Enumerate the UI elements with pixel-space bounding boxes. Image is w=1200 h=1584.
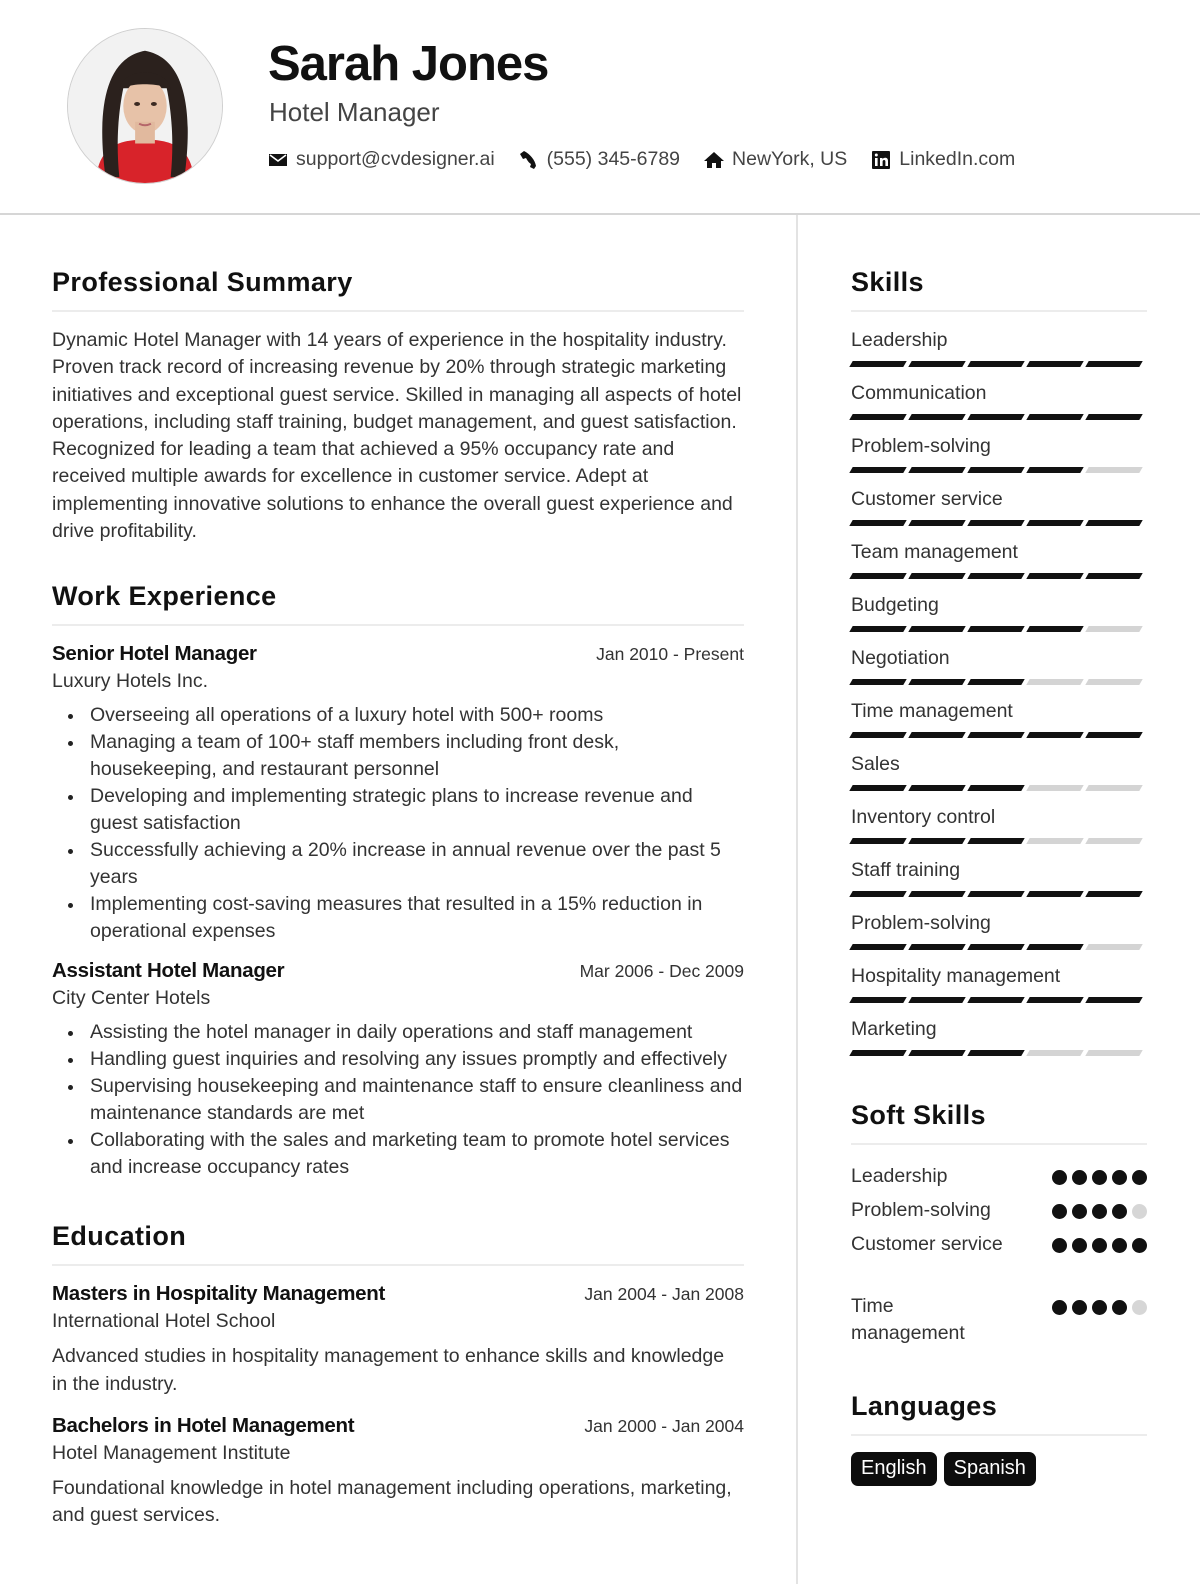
skill-level-segment <box>908 838 965 844</box>
skill-item <box>851 805 1147 844</box>
summary-text: Dynamic Hotel Manager with 14 years of experience in the hospitality industry. Proven track record of increasing revenue by 20% through strategic marketing initiatives and exceptional guest service. Skilled in managing all aspects of hotel operations, including staff training, budget management, and guest satisfaction. Recognized for leading a team that achieved a 95% occupancy rate and received multiple awards for excellence in customer service. Adept at implementing innovative solutions to enhance the overall guest experience and drive profitability. <box>52 329 742 543</box>
skill-name: Inventory control <box>851 806 996 828</box>
skill-level-segment <box>1026 467 1083 473</box>
skill-item <box>851 540 1147 579</box>
skill-level-segment <box>849 626 906 632</box>
skill-level-segment <box>967 838 1024 844</box>
skill-name: Hospitality management <box>851 965 1061 987</box>
list-item: Implementing cost-saving measures that resulted in a 15% reduction in operational expenses <box>52 891 744 945</box>
rating-dot-icon <box>1072 1170 1087 1185</box>
skill-level-segment <box>908 732 965 738</box>
soft-skill-rating <box>1052 1300 1147 1315</box>
job-entry <box>52 959 744 1181</box>
soft-skill-rating <box>1052 1170 1147 1185</box>
skill-level-bar <box>851 1050 1147 1056</box>
list-item: Handling guest inquiries and resolving any issues promptly and effectively <box>52 1046 744 1073</box>
skill-level-bar <box>851 679 1147 685</box>
work-experience-section <box>52 581 744 1181</box>
job-company: City Center Hotels <box>52 987 211 1010</box>
skill-level-bar <box>851 785 1147 791</box>
skill-level-segment <box>1085 573 1142 579</box>
skill-level-segment <box>849 467 906 473</box>
rating-dot-icon <box>1112 1238 1127 1253</box>
soft-skills-list <box>851 1163 1147 1347</box>
job-position: Assistant Hotel Manager <box>52 959 285 983</box>
skill-name: Team management <box>851 541 1018 563</box>
contact-phone[interactable] <box>519 148 680 171</box>
soft-skill-name: Time management <box>851 1295 965 1344</box>
side-column <box>851 215 1147 1486</box>
languages-section <box>851 1391 1147 1486</box>
job-entry <box>52 642 744 945</box>
professional-summary-section <box>52 267 744 545</box>
skill-level-segment <box>1085 891 1142 897</box>
education-description: Foundational knowledge in hotel management including operations, marketing, and guest services. <box>52 1476 732 1527</box>
skill-name: Problem-solving <box>851 435 991 457</box>
rating-dot-icon <box>1132 1204 1147 1219</box>
languages-list <box>851 1452 1147 1486</box>
skill-level-segment <box>1085 944 1142 950</box>
skill-level-segment <box>967 679 1024 685</box>
main-column <box>52 215 744 1530</box>
skill-level-segment <box>908 626 965 632</box>
skill-level-bar <box>851 626 1147 632</box>
skill-item <box>851 434 1147 473</box>
home-icon <box>704 150 724 170</box>
skill-level-segment <box>1026 626 1083 632</box>
skill-level-segment <box>849 944 906 950</box>
skill-name: Leadership <box>851 329 948 351</box>
skill-level-segment <box>849 891 906 897</box>
skill-level-segment <box>967 944 1024 950</box>
job-responsibilities <box>52 1019 744 1181</box>
skill-level-segment <box>1085 520 1142 526</box>
skill-name: Time management <box>851 700 1013 722</box>
job-responsibilities <box>52 702 744 945</box>
skill-level-segment <box>967 414 1024 420</box>
rating-dot-icon <box>1052 1238 1067 1253</box>
avatar <box>67 28 223 184</box>
language-badge: Spanish <box>944 1452 1036 1486</box>
skill-level-segment <box>1085 732 1142 738</box>
list-item: Collaborating with the sales and marketing team to promote hotel services and increase occupancy rates <box>52 1127 744 1181</box>
skill-level-segment <box>908 361 965 367</box>
list-item: Developing and implementing strategic plans to increase revenue and guest satisfaction <box>52 783 744 837</box>
skill-level-segment <box>1085 626 1142 632</box>
rating-dot-icon <box>1072 1204 1087 1219</box>
contact-info <box>268 148 1015 171</box>
skill-level-segment <box>967 732 1024 738</box>
skill-level-segment <box>1085 679 1142 685</box>
skill-level-segment <box>908 414 965 420</box>
job-dates: Mar 2006 - Dec 2009 <box>579 961 744 982</box>
rating-dot-icon <box>1072 1238 1087 1253</box>
rating-dot-icon <box>1052 1170 1067 1185</box>
skill-level-segment <box>849 838 906 844</box>
skill-item <box>851 1017 1147 1056</box>
skill-level-segment <box>1026 361 1083 367</box>
skill-level-segment <box>967 573 1024 579</box>
rating-dot-icon <box>1112 1300 1127 1315</box>
soft-skill-name: Customer service <box>851 1233 1003 1255</box>
skill-level-bar <box>851 573 1147 579</box>
education-entry <box>52 1282 744 1398</box>
soft-skill-name: Leadership <box>851 1165 948 1187</box>
section-heading: Education <box>52 1221 744 1266</box>
skill-level-segment <box>908 944 965 950</box>
rating-dot-icon <box>1072 1300 1087 1315</box>
section-heading: Work Experience <box>52 581 744 626</box>
skill-level-segment <box>1026 891 1083 897</box>
skill-item <box>851 911 1147 950</box>
skill-level-segment <box>908 891 965 897</box>
skill-level-segment <box>967 785 1024 791</box>
skill-name: Problem-solving <box>851 912 991 934</box>
skill-level-segment <box>849 414 906 420</box>
soft-skills-section <box>851 1100 1147 1347</box>
skill-item <box>851 858 1147 897</box>
skill-level-segment <box>1026 785 1083 791</box>
rating-dot-icon <box>1092 1238 1107 1253</box>
skill-level-segment <box>908 467 965 473</box>
rating-dot-icon <box>1092 1170 1107 1185</box>
education-section <box>52 1221 744 1529</box>
skill-level-segment <box>849 361 906 367</box>
contact-linkedin[interactable] <box>871 148 1015 171</box>
skill-level-segment <box>1026 732 1083 738</box>
skill-item <box>851 593 1147 632</box>
rating-dot-icon <box>1132 1300 1147 1315</box>
rating-dot-icon <box>1092 1300 1107 1315</box>
soft-skill-name: Problem-solving <box>851 1199 991 1221</box>
soft-skill-item <box>851 1231 1147 1265</box>
skill-level-segment <box>849 785 906 791</box>
contact-phone-text: (555) 345-6789 <box>546 148 681 170</box>
skill-level-segment <box>1085 785 1142 791</box>
skill-item <box>851 964 1147 1003</box>
school: International Hotel School <box>52 1310 276 1333</box>
rating-dot-icon <box>1052 1204 1067 1219</box>
rating-dot-icon <box>1052 1300 1067 1315</box>
rating-dot-icon <box>1132 1170 1147 1185</box>
skill-level-bar <box>851 997 1147 1003</box>
contact-location[interactable] <box>704 148 847 171</box>
skills-section <box>851 267 1147 1056</box>
job-title: Hotel Manager <box>269 97 440 127</box>
list-item: Successfully achieving a 20% increase in annual revenue over the past 5 years <box>52 837 744 891</box>
skill-name: Sales <box>851 753 900 775</box>
education-dates: Jan 2000 - Jan 2004 <box>584 1415 744 1436</box>
list-item: Overseeing all operations of a luxury hotel with 500+ rooms <box>52 702 744 729</box>
soft-skill-rating <box>1052 1204 1147 1219</box>
skill-level-segment <box>967 520 1024 526</box>
skill-level-segment <box>1026 679 1083 685</box>
skill-level-segment <box>967 997 1024 1003</box>
skill-item <box>851 752 1147 791</box>
skill-level-segment <box>849 1050 906 1056</box>
soft-skill-item <box>851 1293 1147 1347</box>
education-description: Advanced studies in hospitality management to enhance skills and knowledge in the industry. <box>52 1345 725 1395</box>
skill-level-segment <box>908 997 965 1003</box>
skill-level-segment <box>967 467 1024 473</box>
skill-level-bar <box>851 732 1147 738</box>
skill-level-bar <box>851 414 1147 420</box>
contact-email-text: support@cvdesigner.ai <box>296 148 495 170</box>
skill-name: Customer service <box>851 488 1003 510</box>
skill-level-bar <box>851 520 1147 526</box>
skill-level-segment <box>908 679 965 685</box>
skill-level-bar <box>851 838 1147 844</box>
education-entry <box>52 1414 744 1530</box>
skill-level-segment <box>1026 997 1083 1003</box>
skill-level-segment <box>1085 1050 1142 1056</box>
skill-level-segment <box>908 573 965 579</box>
section-heading: Professional Summary <box>52 267 744 312</box>
rating-dot-icon <box>1132 1238 1147 1253</box>
section-heading: Skills <box>851 267 1147 312</box>
envelope-icon <box>268 150 288 170</box>
skill-name: Staff training <box>851 859 961 881</box>
linkedin-icon <box>871 150 891 170</box>
list-item: Supervising housekeeping and maintenance staff to ensure cleanliness and maintenance standards are met <box>52 1073 744 1127</box>
skill-item <box>851 381 1147 420</box>
candidate-name: Sarah Jones <box>268 37 549 91</box>
skill-item <box>851 328 1147 367</box>
section-heading: Languages <box>851 1391 1147 1436</box>
skill-level-segment <box>967 626 1024 632</box>
skill-level-segment <box>1085 361 1142 367</box>
education-dates: Jan 2004 - Jan 2008 <box>584 1284 744 1305</box>
skill-level-segment <box>1085 838 1142 844</box>
contact-location-text: NewYork, US <box>732 148 848 170</box>
skill-level-segment <box>849 573 906 579</box>
skill-level-segment <box>1026 944 1083 950</box>
resume-header <box>0 0 1200 215</box>
contact-email[interactable] <box>268 148 495 171</box>
phone-icon <box>519 150 539 170</box>
skill-level-bar <box>851 944 1147 950</box>
skill-level-segment <box>908 1050 965 1056</box>
skill-name: Negotiation <box>851 647 950 669</box>
section-heading: Soft Skills <box>851 1100 1147 1145</box>
skill-level-bar <box>851 361 1147 367</box>
skill-name: Communication <box>851 382 987 404</box>
job-dates: Jan 2010 - Present <box>596 644 744 665</box>
contact-linkedin-text: LinkedIn.com <box>899 148 1016 170</box>
skill-item <box>851 699 1147 738</box>
skill-level-bar <box>851 891 1147 897</box>
skill-level-segment <box>1085 997 1142 1003</box>
skill-level-segment <box>967 891 1024 897</box>
skill-level-bar <box>851 467 1147 473</box>
skill-item <box>851 646 1147 685</box>
job-company: Luxury Hotels Inc. <box>52 670 209 693</box>
skill-level-segment <box>1026 838 1083 844</box>
degree: Bachelors in Hotel Management <box>52 1413 355 1437</box>
list-item: Managing a team of 100+ staff members including front desk, housekeeping, and restaurant personnel <box>52 729 744 783</box>
skill-item <box>851 487 1147 526</box>
skill-level-segment <box>849 520 906 526</box>
skill-name: Marketing <box>851 1018 937 1040</box>
rating-dot-icon <box>1112 1204 1127 1219</box>
profile-photo <box>68 29 222 183</box>
skill-level-segment <box>967 361 1024 367</box>
soft-skill-item <box>851 1197 1147 1231</box>
skill-name: Budgeting <box>851 594 939 616</box>
skill-level-segment <box>1026 520 1083 526</box>
skill-level-segment <box>1026 1050 1083 1056</box>
skill-level-segment <box>849 732 906 738</box>
soft-skill-rating <box>1052 1238 1147 1253</box>
skill-level-segment <box>908 785 965 791</box>
list-item: Assisting the hotel manager in daily operations and staff management <box>52 1019 744 1046</box>
skill-level-segment <box>849 997 906 1003</box>
skill-level-segment <box>1085 467 1142 473</box>
rating-dot-icon <box>1092 1204 1107 1219</box>
school: Hotel Management Institute <box>52 1441 291 1464</box>
skills-list <box>851 328 1147 1056</box>
degree: Masters in Hospitality Management <box>52 1282 385 1306</box>
column-divider <box>796 215 798 1584</box>
skill-level-segment <box>908 520 965 526</box>
skill-level-segment <box>1085 414 1142 420</box>
soft-skill-item <box>851 1163 1147 1197</box>
rating-dot-icon <box>1112 1170 1127 1185</box>
skill-level-segment <box>849 679 906 685</box>
skill-level-segment <box>1026 573 1083 579</box>
skill-level-segment <box>967 1050 1024 1056</box>
language-badge: English <box>851 1452 937 1486</box>
job-position: Senior Hotel Manager <box>52 642 257 666</box>
skill-level-segment <box>1026 414 1083 420</box>
